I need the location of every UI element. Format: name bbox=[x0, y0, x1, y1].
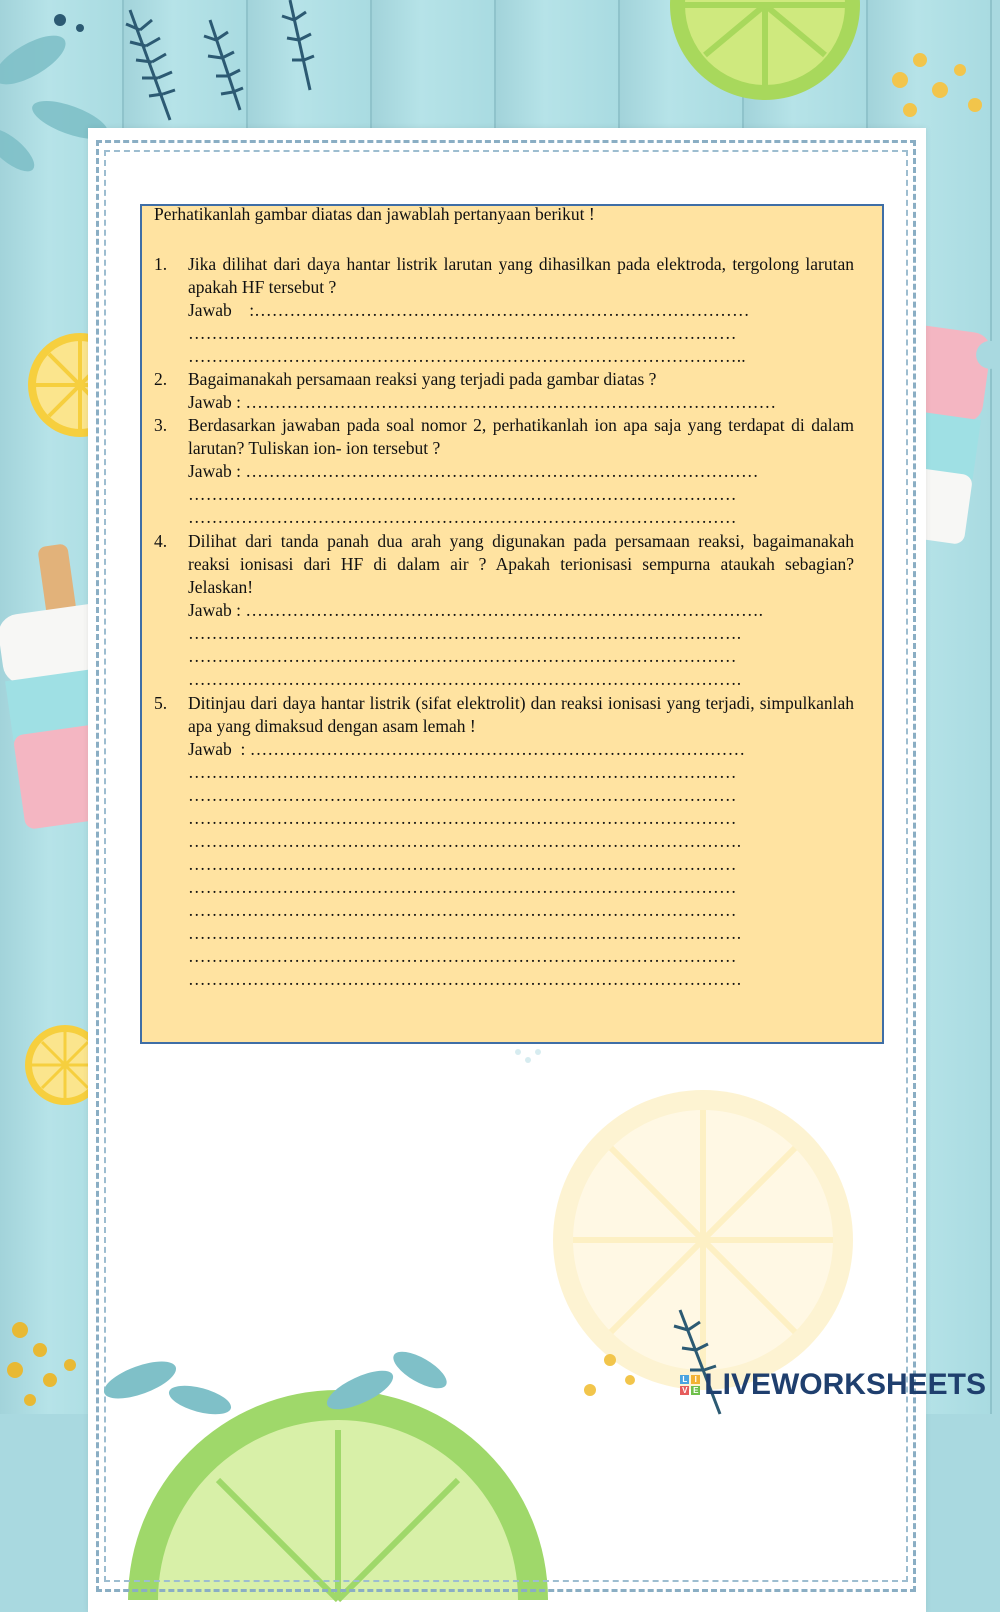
question-5 bbox=[154, 692, 854, 991]
answer-line[interactable]: ………………………………………………………………………………… bbox=[188, 877, 737, 897]
answer-label: Jawab : bbox=[188, 461, 241, 481]
question-text: Ditinjau dari daya hantar listrik (sifat elektrolit) dan reaksi ionisasi yang terjadi, simpulkanlah apa yang dimaksud dengan asam lemah ! bbox=[188, 693, 854, 736]
answer-label: Jawab : bbox=[188, 300, 255, 320]
logo-text: LIVEWORKSHEETS bbox=[704, 1368, 986, 1401]
question-box bbox=[140, 204, 884, 1044]
answer-line[interactable]: Jawab : ………………………………………………………………………… bbox=[188, 739, 746, 759]
answer-line[interactable]: …………………………………………………………………………………. bbox=[188, 831, 742, 851]
answer-line[interactable]: ………………………………………………………………………………… bbox=[188, 646, 737, 666]
answer-line[interactable]: ………………………………………………………………………………… bbox=[188, 785, 737, 805]
answer-line[interactable]: Jawab : ……………………………………………………………………………. bbox=[188, 600, 764, 620]
answer-label: Jawab : bbox=[188, 739, 246, 759]
liveworksheets-logo[interactable] bbox=[680, 1368, 986, 1402]
answer-line[interactable]: Jawab :………………………………………………………………………… bbox=[188, 300, 750, 320]
question-2 bbox=[154, 368, 854, 414]
answer-line[interactable]: ………………………………………………………………………………… bbox=[188, 507, 737, 527]
question-number: 1. bbox=[154, 254, 168, 274]
answer-line[interactable]: Jawab : ……………………………………………………………………………… bbox=[188, 392, 777, 412]
question-text: Bagaimanakah persamaan reaksi yang terjadi pada gambar diatas ? bbox=[188, 369, 657, 389]
answer-line[interactable]: Jawab : …………………………………………………………………………… bbox=[188, 461, 759, 481]
question-text: Dilihat dari tanda panah dua arah yang digunakan pada persamaan reaksi, bagaimanakah reaksi ionisasi dari HF di dalam air ? Apakah terionisasi sempurna ataukah sebagian? Jelaskan! bbox=[188, 531, 854, 597]
question-number: 3. bbox=[154, 415, 168, 435]
answer-label: Jawab : bbox=[188, 392, 241, 412]
question-text: Berdasarkan jawaban pada soal nomor 2, perhatikanlah ion apa saja yang terdapat di dalam larutan? Tuliskan ion- ion tersebut ? bbox=[188, 415, 854, 458]
answer-label: Jawab : bbox=[188, 600, 241, 620]
answer-line[interactable]: ………………………………………………………………………………… bbox=[188, 946, 737, 966]
question-text: Jika dilihat dari daya hantar listrik larutan yang dihasilkan pada elektroda, tergolong larutan apakah HF tersebut ? bbox=[188, 254, 854, 297]
answer-line[interactable]: …………………………………………………………………………………. bbox=[188, 923, 742, 943]
question-number: 5. bbox=[154, 693, 168, 713]
question-number: 2. bbox=[154, 369, 168, 389]
answer-line[interactable]: ………………………………………………………………………………… bbox=[188, 808, 737, 828]
answer-line[interactable]: ………………………………………………………………………………… bbox=[188, 323, 737, 343]
question-3 bbox=[154, 414, 854, 529]
answer-line[interactable]: ………………………………………………………………………………… bbox=[188, 762, 737, 782]
logo-mark-icon: L I V E bbox=[682, 1375, 699, 1395]
question-1 bbox=[154, 253, 854, 368]
answer-line[interactable]: …………………………………………………………………………………. bbox=[188, 669, 742, 689]
answer-line[interactable]: ………………………………………………………………………………… bbox=[188, 900, 737, 920]
intro-text: Perhatikanlah gambar diatas dan jawablah pertanyaan berikut ! bbox=[154, 204, 595, 224]
question-4 bbox=[154, 530, 854, 691]
answer-line[interactable]: ………………………………………………………………………………… bbox=[188, 854, 737, 874]
answer-line[interactable]: ………………………………………………………………………………….. bbox=[188, 346, 746, 366]
question-number: 4. bbox=[154, 531, 168, 551]
answer-line[interactable]: …………………………………………………………………………………. bbox=[188, 969, 742, 989]
answer-line[interactable]: ………………………………………………………………………………… bbox=[188, 484, 737, 504]
answer-line[interactable]: …………………………………………………………………………………. bbox=[188, 623, 742, 643]
